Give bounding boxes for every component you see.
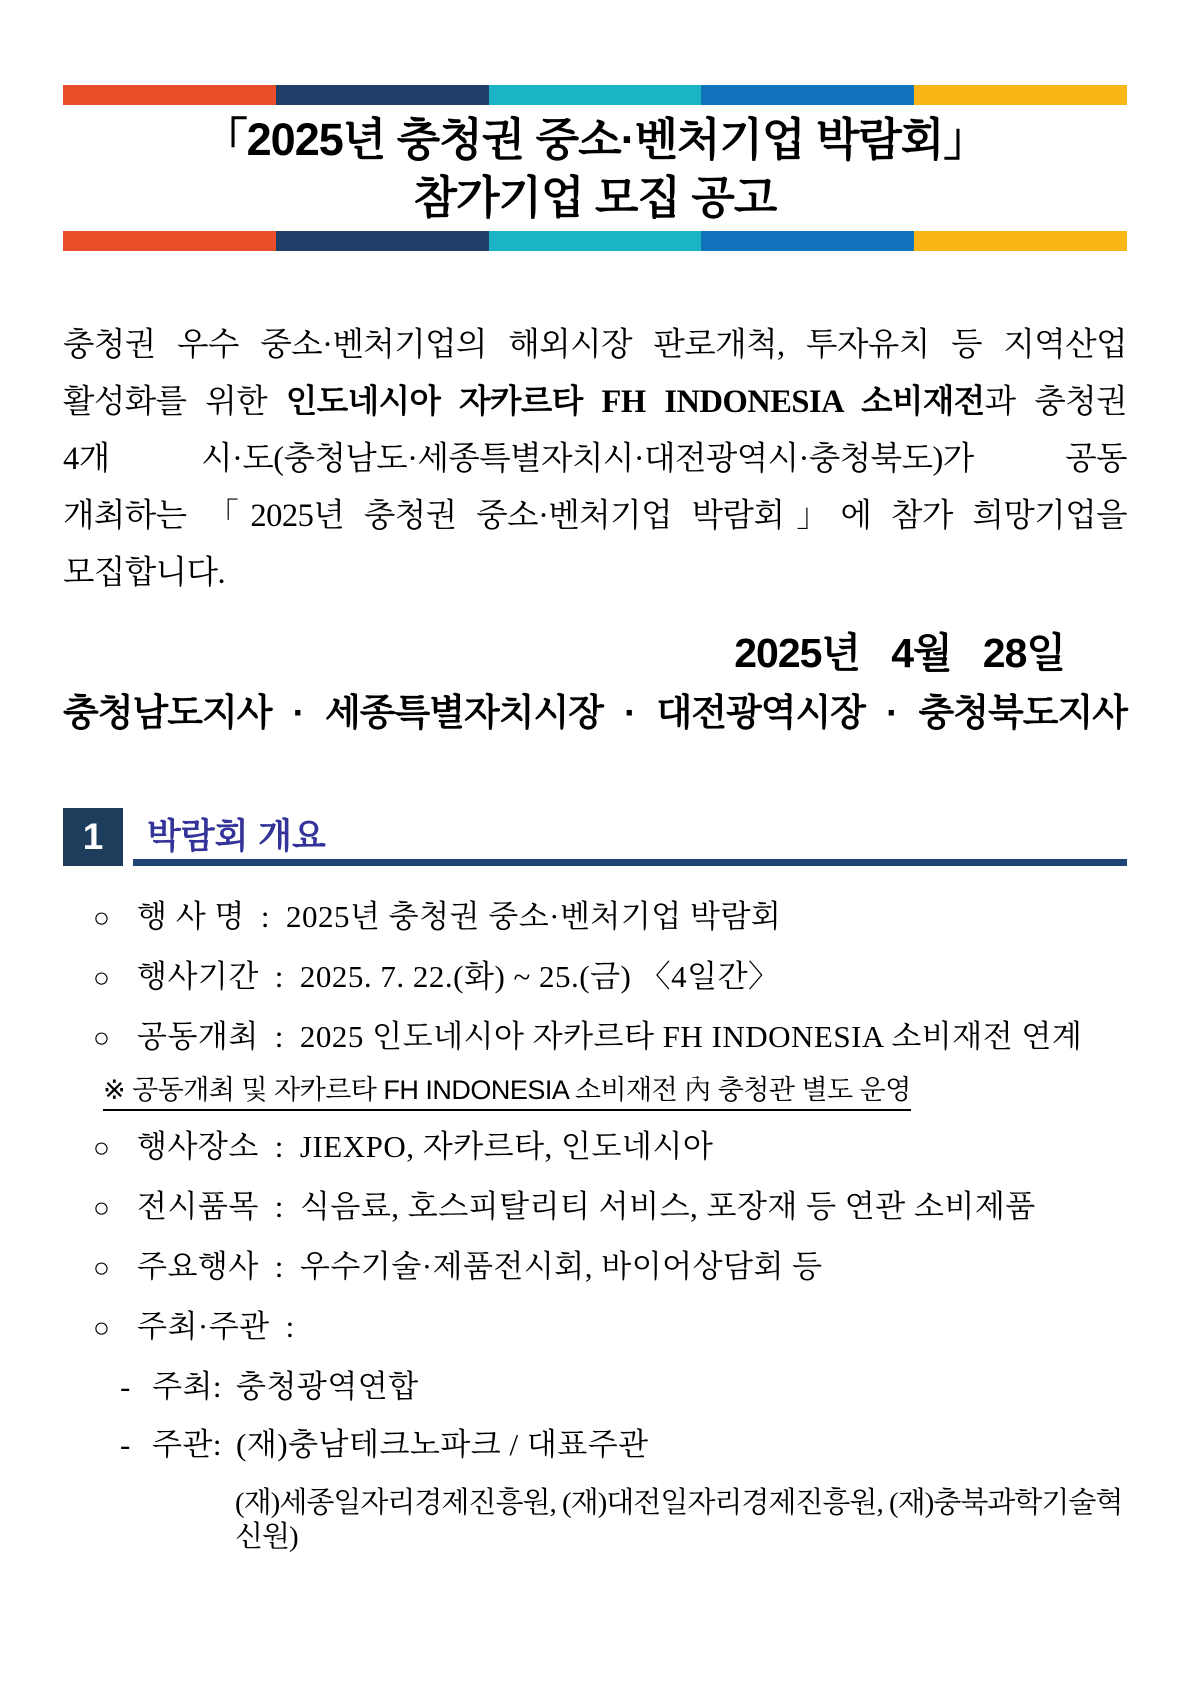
co-host-note-text: ※ 공동개최 및 자카르타 FH INDONESIA 소비재전 內 충청관 별도 운영 (103, 1075, 911, 1111)
bar-segment-navy (276, 85, 489, 105)
bar-segment-yellow (914, 85, 1127, 105)
bar-segment-teal (489, 85, 702, 105)
bar-segment-blue (701, 85, 914, 105)
overview-item-event-name (63, 900, 1127, 936)
intro-text-bold: 인도네시아 자카르타 FH INDONESIA 소비재전 (285, 384, 985, 420)
bar-segment-yellow (914, 231, 1127, 251)
signatories-line: 충청남도지사 · 세종특별자치시장 · 대전광역시장 · 충청북도지사 (63, 692, 1127, 733)
item-value: 2025년 충청권 중소·벤처기업 박람회 (285, 899, 782, 934)
intro-text: 활성화를 위한 (63, 384, 286, 420)
item-value: 우수기술·제품전시회, 바이어상담회 등 (299, 1249, 823, 1284)
announcement-date: 2025년 4월 28일 (734, 630, 1065, 676)
overview-item-event-period (63, 960, 1127, 996)
co-host-note (103, 1074, 1127, 1106)
item-value: JIEXPO, 자카르타, 인도네시아 (299, 1129, 714, 1164)
item-value: 2025. 7. 22.(화) ~ 25.(금) 〈4일간〉 (299, 959, 780, 994)
intro-line (63, 488, 1127, 545)
item-colon: : (274, 959, 284, 994)
item-colon: : (274, 1189, 284, 1224)
overview-item-co-host (63, 1020, 1127, 1056)
circle-bullet-icon: ○ (93, 1023, 111, 1054)
sub-item-value: (재)충남테크노파크 / 대표주관 (236, 1427, 649, 1462)
item-label: 전시품목 (137, 1189, 259, 1224)
dash-bullet-icon: - (120, 1369, 131, 1404)
bar-segment-blue (701, 231, 914, 251)
item-colon: : (285, 1309, 295, 1344)
bar-segment-orange (63, 85, 276, 105)
overview-item-organizers (63, 1310, 1127, 1346)
sub-item-host (63, 1370, 1127, 1404)
circle-bullet-icon: ○ (93, 1313, 111, 1344)
item-value: 2025 인도네시아 자카르타 FH INDONESIA 소비재전 연계 (299, 1019, 1083, 1054)
document-title-line2: 참가기업 모집 공고 (413, 172, 777, 223)
item-label: 행사기간 (137, 959, 259, 994)
intro-line (63, 317, 1127, 374)
section-title-underline (133, 808, 1127, 866)
bar-segment-orange (63, 231, 276, 251)
section-1-header (63, 808, 1127, 866)
intro-text: 개최하는 「2025년 충청권 중소·벤처기업 박람회」에 참가 희망기업을 (63, 498, 1127, 534)
overview-item-venue (63, 1130, 1127, 1166)
item-label: 주최·주관 (137, 1309, 270, 1344)
document-title-line1: 「2025년 충청권 중소·벤처기업 박람회」 (202, 114, 988, 165)
item-colon: : (260, 899, 270, 934)
intro-text: 4개 시·도(충청남도·세종특별자치시·대전광역시·충청북도)가 공동 (63, 441, 1127, 477)
bar-segment-navy (276, 231, 489, 251)
intro-line (63, 545, 1127, 602)
item-label: 행 사 명 (137, 899, 245, 934)
color-bar-top (63, 85, 1127, 105)
intro-line (63, 431, 1127, 488)
intro-text: 모집합니다. (63, 555, 226, 591)
circle-bullet-icon: ○ (93, 1193, 111, 1224)
color-bar-bottom (63, 231, 1127, 251)
section-number-box: 1 (63, 808, 123, 866)
sub-item-label: 주최: (152, 1369, 223, 1404)
sub-item-label: 주관: (152, 1427, 223, 1462)
sub-item-value: 충청광역연합 (236, 1369, 419, 1404)
item-value: 식음료, 호스피탈리티 서비스, 포장재 등 연관 소비제품 (299, 1189, 1036, 1224)
intro-paragraph (63, 317, 1127, 602)
bar-segment-teal (489, 231, 702, 251)
circle-bullet-icon: ○ (93, 903, 111, 934)
sub-item-operator (63, 1428, 1127, 1462)
intro-text: 과 충청권 (984, 384, 1127, 420)
circle-bullet-icon: ○ (93, 1253, 111, 1284)
operator-continuation-line: (재)세종일자리경제진흥원, (재)대전일자리경제진흥원, (재)충북과학기술혁신원) (235, 1487, 1123, 1553)
overview-item-main-events (63, 1250, 1127, 1286)
section-title: 박람회 개요 (147, 816, 326, 856)
intro-text: 충청권 우수 중소·벤처기업의 해외시장 판로개척, 투자유치 등 지역산업 (63, 327, 1127, 363)
item-label: 행사장소 (137, 1129, 259, 1164)
overview-item-exhibit-items (63, 1190, 1127, 1226)
item-colon: : (274, 1249, 284, 1284)
item-colon: : (274, 1019, 284, 1054)
item-label: 주요행사 (137, 1249, 259, 1284)
item-colon: : (274, 1129, 284, 1164)
dash-bullet-icon: - (120, 1427, 131, 1462)
overview-list (63, 900, 1127, 1554)
circle-bullet-icon: ○ (93, 1133, 111, 1164)
title-banner (63, 85, 1127, 251)
intro-line (63, 374, 1127, 431)
document-title (63, 105, 1127, 231)
circle-bullet-icon: ○ (93, 963, 111, 994)
item-label: 공동개최 (137, 1019, 259, 1054)
